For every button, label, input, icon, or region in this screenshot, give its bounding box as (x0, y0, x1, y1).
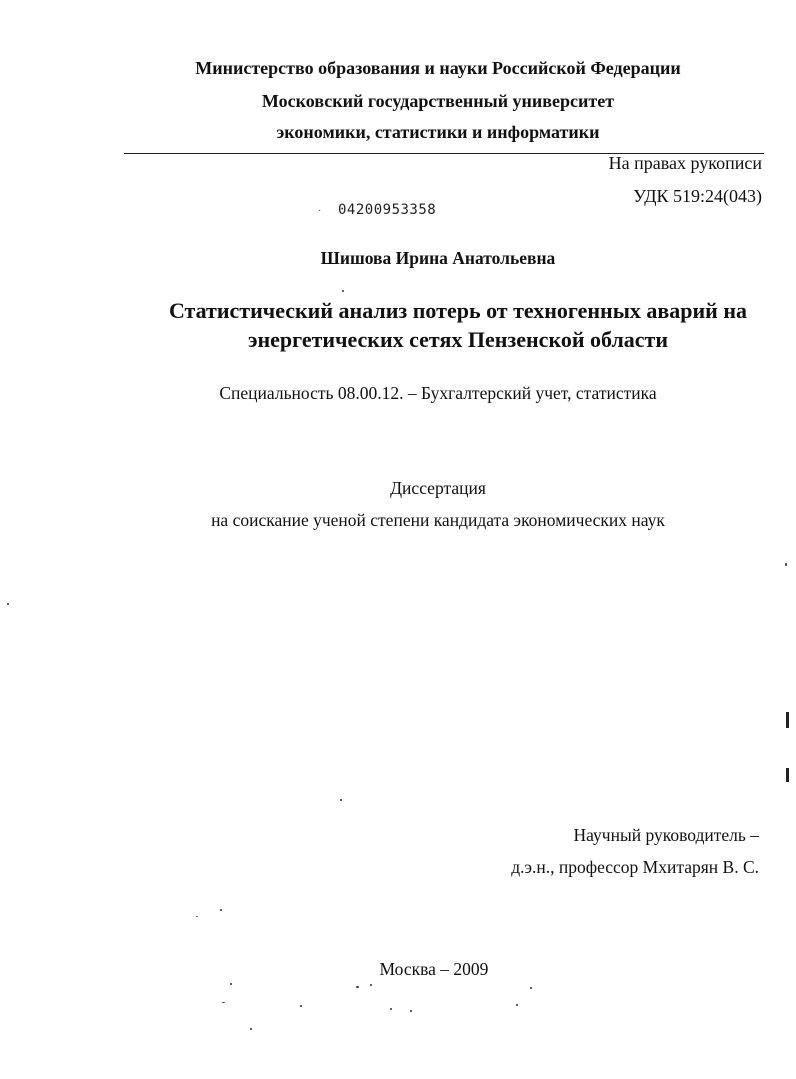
scan-speck (250, 1028, 252, 1030)
ministry-name: Министерство образования и науки Российской Федерации (195, 58, 681, 78)
dissertation-title (60, 296, 796, 354)
title-line-1: Статистический анализ потерь от техногенных аварий на (168, 298, 748, 323)
udk-code: УДК 519:24(043) (633, 186, 762, 206)
university-name: Московский государственный университет (261, 91, 615, 111)
scan-speck (230, 983, 232, 985)
scan-mark (786, 768, 789, 782)
scan-speck (370, 984, 372, 986)
manuscript-rights: На правах рукописи (608, 153, 762, 173)
university-faculty: экономики, статистики и информатики (276, 122, 600, 142)
specialty: Специальность 08.00.12. – Бухгалтерский учет, статистика (219, 383, 657, 403)
author-name: Шишова Ирина Анатольевна (320, 248, 556, 268)
scan-speck (342, 290, 344, 292)
document-type: Диссертация (390, 478, 486, 498)
scan-speck (196, 916, 198, 917)
scan-speck (410, 1010, 412, 1012)
scan-mark (786, 712, 789, 728)
scan-speck (356, 986, 359, 988)
supervisor-name: д.э.н., профессор Мхитарян В. С. (511, 857, 759, 877)
degree-sought: на соискание ученой степени кандидата экономических наук (211, 510, 665, 530)
scan-speck (530, 987, 532, 989)
scan-speck (390, 1008, 392, 1010)
registration-number: 04200953358 (338, 202, 437, 218)
scan-speck (7, 603, 9, 605)
title-line-2: энергетических сетях Пензенской области (247, 327, 669, 352)
registration-dot: · (318, 206, 322, 217)
scan-speck (340, 799, 342, 801)
city-year: Москва – 2009 (379, 959, 489, 979)
scan-speck (785, 563, 787, 566)
scan-speck (220, 909, 222, 911)
scan-speck (516, 1004, 518, 1006)
scan-speck (300, 1005, 302, 1007)
supervisor-label: Научный руководитель – (573, 825, 759, 845)
scan-speck (222, 1002, 225, 1003)
